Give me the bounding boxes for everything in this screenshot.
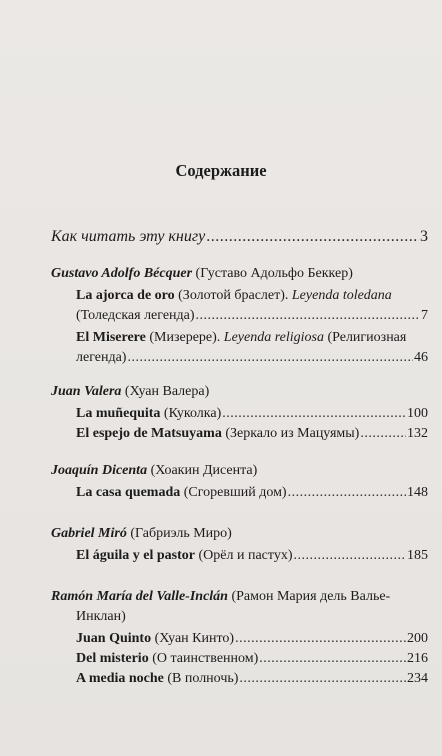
author-heading — [51, 382, 428, 402]
entry-title: El Miserere — [76, 330, 146, 345]
entry-title-ru: (Мизерере). — [145, 330, 221, 345]
toc-line — [76, 629, 428, 649]
page-number: 185 — [407, 548, 428, 563]
toc-line-intro — [51, 228, 428, 246]
leader-dots — [239, 669, 406, 689]
toc-entry — [76, 629, 428, 649]
entry-subtitle: Leyenda religiosa — [220, 330, 324, 345]
entry-title-ru: (В полночь) — [163, 671, 239, 686]
entry-continuation: легенда) — [76, 350, 127, 365]
page-number: 3 — [420, 228, 428, 245]
entry-subtitle-ru: (Религиозная — [323, 330, 407, 345]
author-heading — [51, 524, 428, 544]
author-heading-continuation: Инклан) — [76, 609, 126, 624]
author-name: Gustavo Adolfo Bécquer — [51, 266, 193, 281]
leader-dots — [127, 348, 413, 368]
entry-title: El águila y el pastor — [76, 548, 196, 563]
page-number: 148 — [407, 485, 428, 500]
leader-dots — [206, 228, 419, 246]
leader-dots — [196, 306, 420, 326]
toc-line — [76, 669, 428, 689]
toc-line — [76, 404, 428, 424]
leader-dots — [259, 649, 406, 669]
entry-title-ru: (Сгоревший дом) — [180, 485, 287, 500]
entry-title-ru: (Хуан Кинто) — [151, 631, 235, 646]
toc-line — [76, 348, 428, 368]
entry-title: La ajorca de oro — [76, 288, 175, 303]
page-number: 200 — [407, 631, 428, 646]
entry-title: Del misterio — [76, 651, 149, 666]
leader-dots — [235, 629, 406, 649]
entry-title: La casa quemada — [76, 485, 181, 500]
author-name-ru: (Рамон Мария дель Валье- — [227, 589, 391, 604]
entry-title-ru: (Золотой браслет). — [174, 288, 289, 303]
toc-entry — [76, 328, 428, 368]
toc-entry — [76, 424, 428, 444]
toc-intro — [51, 228, 428, 246]
toc-intro-text: Как читать эту книгу — [51, 228, 206, 245]
toc-entry — [76, 669, 428, 689]
author-section-miro — [51, 524, 428, 566]
author-heading — [51, 461, 428, 481]
entry-title: El espejo de Matsuyama — [76, 426, 222, 441]
entry-first-line — [76, 328, 428, 348]
toc-entry — [76, 546, 428, 566]
leader-dots — [360, 424, 406, 444]
author-section-valera — [51, 382, 428, 444]
page-number: 132 — [407, 426, 428, 441]
author-name-ru: (Густаво Адольфо Беккер) — [192, 266, 353, 281]
page-number: 100 — [407, 406, 428, 421]
entry-title-ru: (О таинственном) — [148, 651, 259, 666]
author-name: Juan Valera — [51, 384, 122, 399]
toc-line — [76, 483, 428, 503]
author-section-becquer — [51, 264, 428, 368]
leader-dots — [294, 546, 407, 566]
entry-title-ru: (Куколка) — [160, 406, 222, 421]
author-name-ru: (Хоакин Дисента) — [147, 463, 258, 478]
entry-subtitle: Leyenda toledana — [288, 288, 392, 303]
toc-line — [76, 546, 428, 566]
page-number: 46 — [414, 350, 428, 365]
leader-dots — [222, 404, 406, 424]
entry-title-ru: (Зеркало из Мацуямы) — [221, 426, 360, 441]
leader-dots — [288, 483, 406, 503]
toc-entry — [76, 649, 428, 669]
author-name: Ramón María del Valle-Inclán — [51, 589, 228, 604]
author-name-ru: (Хуан Валера) — [121, 384, 210, 399]
entry-title: Juan Quinto — [76, 631, 152, 646]
page-number: 234 — [407, 671, 428, 686]
author-heading — [51, 587, 428, 607]
toc-line — [76, 306, 428, 326]
author-name: Gabriel Miró — [51, 526, 127, 541]
entry-title: A media noche — [76, 671, 164, 686]
author-name-ru: (Габриэль Миро) — [126, 526, 232, 541]
page-number: 7 — [421, 308, 428, 323]
toc-line — [76, 649, 428, 669]
toc-entry — [76, 404, 428, 424]
author-heading — [51, 264, 428, 284]
entry-first-line — [76, 286, 428, 306]
author-section-valle-inclan — [51, 587, 428, 689]
author-section-dicenta — [51, 461, 428, 503]
page-number: 216 — [407, 651, 428, 666]
author-name: Joaquín Dicenta — [51, 463, 148, 478]
page-title: Содержание — [175, 161, 267, 180]
entry-continuation: (Толедская легенда) — [76, 308, 195, 323]
toc-entry — [76, 483, 428, 503]
toc-line — [76, 424, 428, 444]
toc-entry — [76, 286, 428, 326]
entry-title-ru: (Орёл и пастух) — [195, 548, 293, 563]
entry-title: La muñequita — [76, 406, 161, 421]
